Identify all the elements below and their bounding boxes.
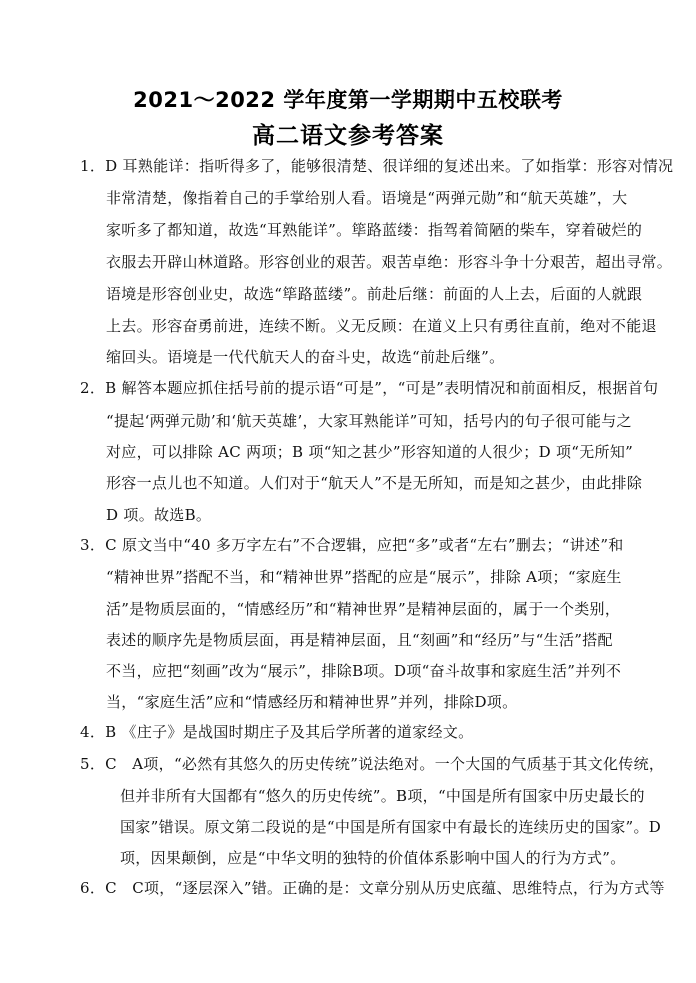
answer-1-line-5: 语境是形容创业史，故选“筚路蓝缕”。前赴后继：前面的人上去，后面的人就跟: [106, 285, 643, 303]
answer-1-line-7: 缩回头。语境是一代代航天人的奋斗史，故选“前赴后继”。: [106, 348, 505, 366]
answer-2-line-4: 形容一点儿也不知道。人们对于“航天人”不是无所知，而是知之甚少，由此排除: [106, 474, 643, 492]
answer-3-line-5: 不当，应把“刻画”改为“展示”，排除B项。D项“奋斗故事和家庭生活”并列不: [106, 662, 622, 680]
answer-3-line-2: “精神世界”搭配不当，和“精神世界”搭配的应是“展示”，排除 A项；“家庭生: [106, 568, 622, 586]
answer-1-line-2: 非常清楚，像指着自己的手掌给别人看。语境是“两弹元勋”和“航天英雄”，大: [106, 189, 628, 207]
answer-5-line-4: 项，因果颠倒，应是“中华文明的独特的价值体系影响中国人的行为方式”。: [120, 849, 626, 867]
answer-1-line-4: 衣服去开辟山林道路。形容创业的艰苦。艰苦卓绝：形容斗争十分艰苦，超出寻常。: [106, 253, 673, 271]
answer-6-line-1: 6．C C项，“逐层深入”错。正确的是：文章分别从历史底蕴、思维特点，行为方式等: [80, 879, 665, 897]
document-title: 2021～2022 学年度第一学期期中五校联考: [133, 88, 563, 112]
answer-1-line-6: 上去。形容奋勇前进，连续不断。义无反顾：在道义上只有勇往直前，绝对不能退: [106, 317, 657, 335]
document-subtitle: 高二语文参考答案: [252, 123, 444, 149]
answer-2-line-5: D 项。故选B。: [106, 506, 212, 524]
answer-1-line-1: 1．D 耳熟能详：指听得多了，能够很清楚、很详细的复述出来。了如指掌：形容对情况: [80, 157, 674, 175]
answer-3-line-4: 表述的顺序先是物质层面，再是精神层面，且“刻画”和“经历”与“生活”搭配: [106, 631, 613, 649]
answer-5-line-2: 但并非所有大国都有“悠久的历史传统”。B项，“中国是所有国家中历史最长的: [120, 787, 645, 805]
answer-3-line-3: 活”是物质层面的，“情感经历”和“精神世界”是精神层面的，属于一个类别，: [106, 600, 621, 618]
answer-5-line-1: 5．C A项，“必然有其悠久的历史传统”说法绝对。一个大国的气质基于其文化传统，: [80, 755, 665, 773]
answer-2-line-3: 对应，可以排除 AC 两项；B 项“知之甚少”形容知道的人很少；D 项“无所知”: [106, 443, 634, 461]
answer-2-line-2: “提起‘两弹元勋’和‘航天英雄’，大家耳熟能详”可知，括号内的句子很可能与之: [106, 412, 632, 430]
answer-5-line-3: 国家”错误。原文第二段说的是“中国是所有国家中有最长的连续历史的国家”。D: [120, 818, 662, 836]
answer-3-line-6: 当，“家庭生活”应和“情感经历和精神世界”并列，排除D项。: [106, 693, 518, 711]
answer-1-line-3: 家听多了都知道，故选“耳熟能详”。筚路蓝缕：指驾着简陋的柴车，穿着破烂的: [106, 221, 643, 239]
answer-3-line-1: 3．C 原文当中“40 多万字左右”不合逻辑，应把“多”或者“左右”删去；“讲述”和: [80, 536, 624, 554]
answer-2-line-1: 2．B 解答本题应抓住括号前的提示语“可是”，“可是”表明情况和前面相反，根据首句: [80, 379, 659, 397]
answer-4-line-1: 4．B 《庄子》是战国时期庄子及其后学所著的道家经文。: [80, 723, 474, 741]
